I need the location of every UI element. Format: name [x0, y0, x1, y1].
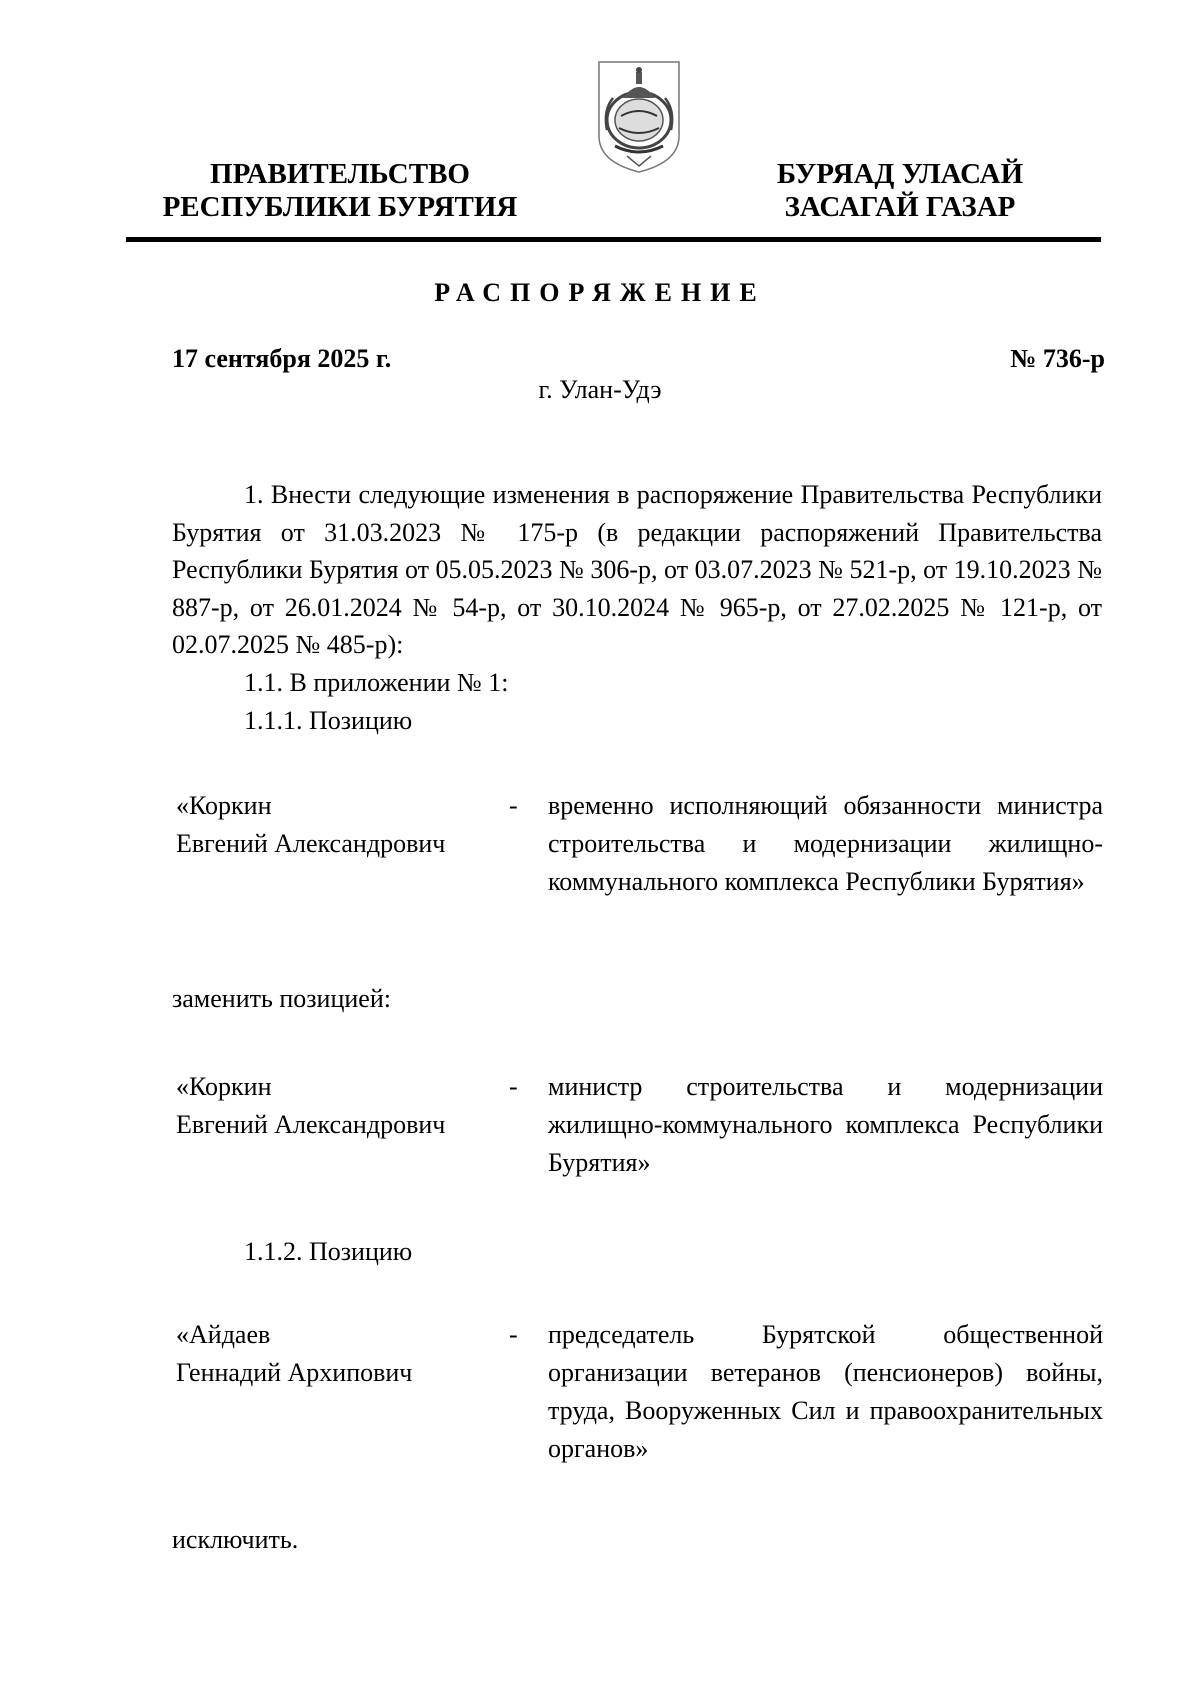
- entry-given-names: Евгений Александрович: [176, 829, 446, 858]
- issuer-bur-line2: ЗАСАГАЙ ГАЗАР: [784, 191, 1016, 223]
- entry-surname: «Айдаев: [176, 1320, 271, 1349]
- entry-dash: -: [509, 1072, 518, 1101]
- coat-of-arms-icon: [593, 58, 685, 176]
- entry-dash: -: [509, 1320, 518, 1349]
- paragraph-1: 1. Внести следующие изменения в распоряжение Правительства Республики Бурятия от 31.03.2023 № 175-р (в редакции распоряжений Правительства Республики Бурятия от 05.05.2023 № 306-р, от 03.07.2023 № 521-р, от 19.10.2023 № 887-р, от 26.01.2024 № 54-р, от 30.10.2024 № 965-р, от 27.02.2025 № 121-р, от 02.07.2025 № 485-р):: [172, 480, 1102, 659]
- entry-given-names: Евгений Александрович: [176, 1110, 446, 1139]
- issuer-bur-line1: БУРЯАД УЛАСАЙ: [776, 158, 1024, 190]
- exclude-instruction: исключить.: [172, 1525, 299, 1554]
- header-divider: [126, 237, 1101, 242]
- entry-description: министр строительства и модернизации жилищно-коммунального комплекса Республики Бурятия»: [548, 1072, 1103, 1177]
- document-city: г. Улан-Удэ: [538, 375, 662, 404]
- paragraph-1-1-1: 1.1.1. Позицию: [244, 706, 413, 735]
- paragraph-1-1: 1.1. В приложении № 1:: [244, 668, 509, 697]
- paragraph-1-1-2: 1.1.2. Позицию: [244, 1237, 413, 1266]
- entry-person-name: [176, 787, 516, 863]
- entry-surname: «Коркин: [176, 1072, 272, 1101]
- entry-person-name: [176, 1068, 516, 1144]
- entry-given-names: Геннадий Архипович: [176, 1358, 413, 1387]
- document-date: 17 сентября 2025 г.: [172, 344, 392, 373]
- issuer-name-russian: [140, 158, 540, 224]
- entry-person-name: [176, 1316, 516, 1392]
- replace-instruction: заменить позицией:: [172, 984, 391, 1013]
- entry-description: председатель Бурятской общественной организации ветеранов (пенсионеров) войны, труда, Вооруженных Сил и правоохранительных органов»: [548, 1320, 1103, 1463]
- issuer-ru-line2: РЕСПУБЛИКИ БУРЯТИЯ: [162, 191, 518, 223]
- issuer-ru-line1: ПРАВИТЕЛЬСТВО: [210, 158, 470, 190]
- issuer-name-buryat: [740, 158, 1060, 224]
- entry-surname: «Коркин: [176, 791, 272, 820]
- entry-dash: -: [509, 791, 518, 820]
- document-title: РАСПОРЯЖЕНИЕ: [434, 278, 766, 307]
- document-number: № 736-р: [1010, 344, 1105, 373]
- entry-description: временно исполняющий обязанности министра строительства и модернизации жилищно-коммунального комплекса Республики Бурятия»: [548, 791, 1103, 896]
